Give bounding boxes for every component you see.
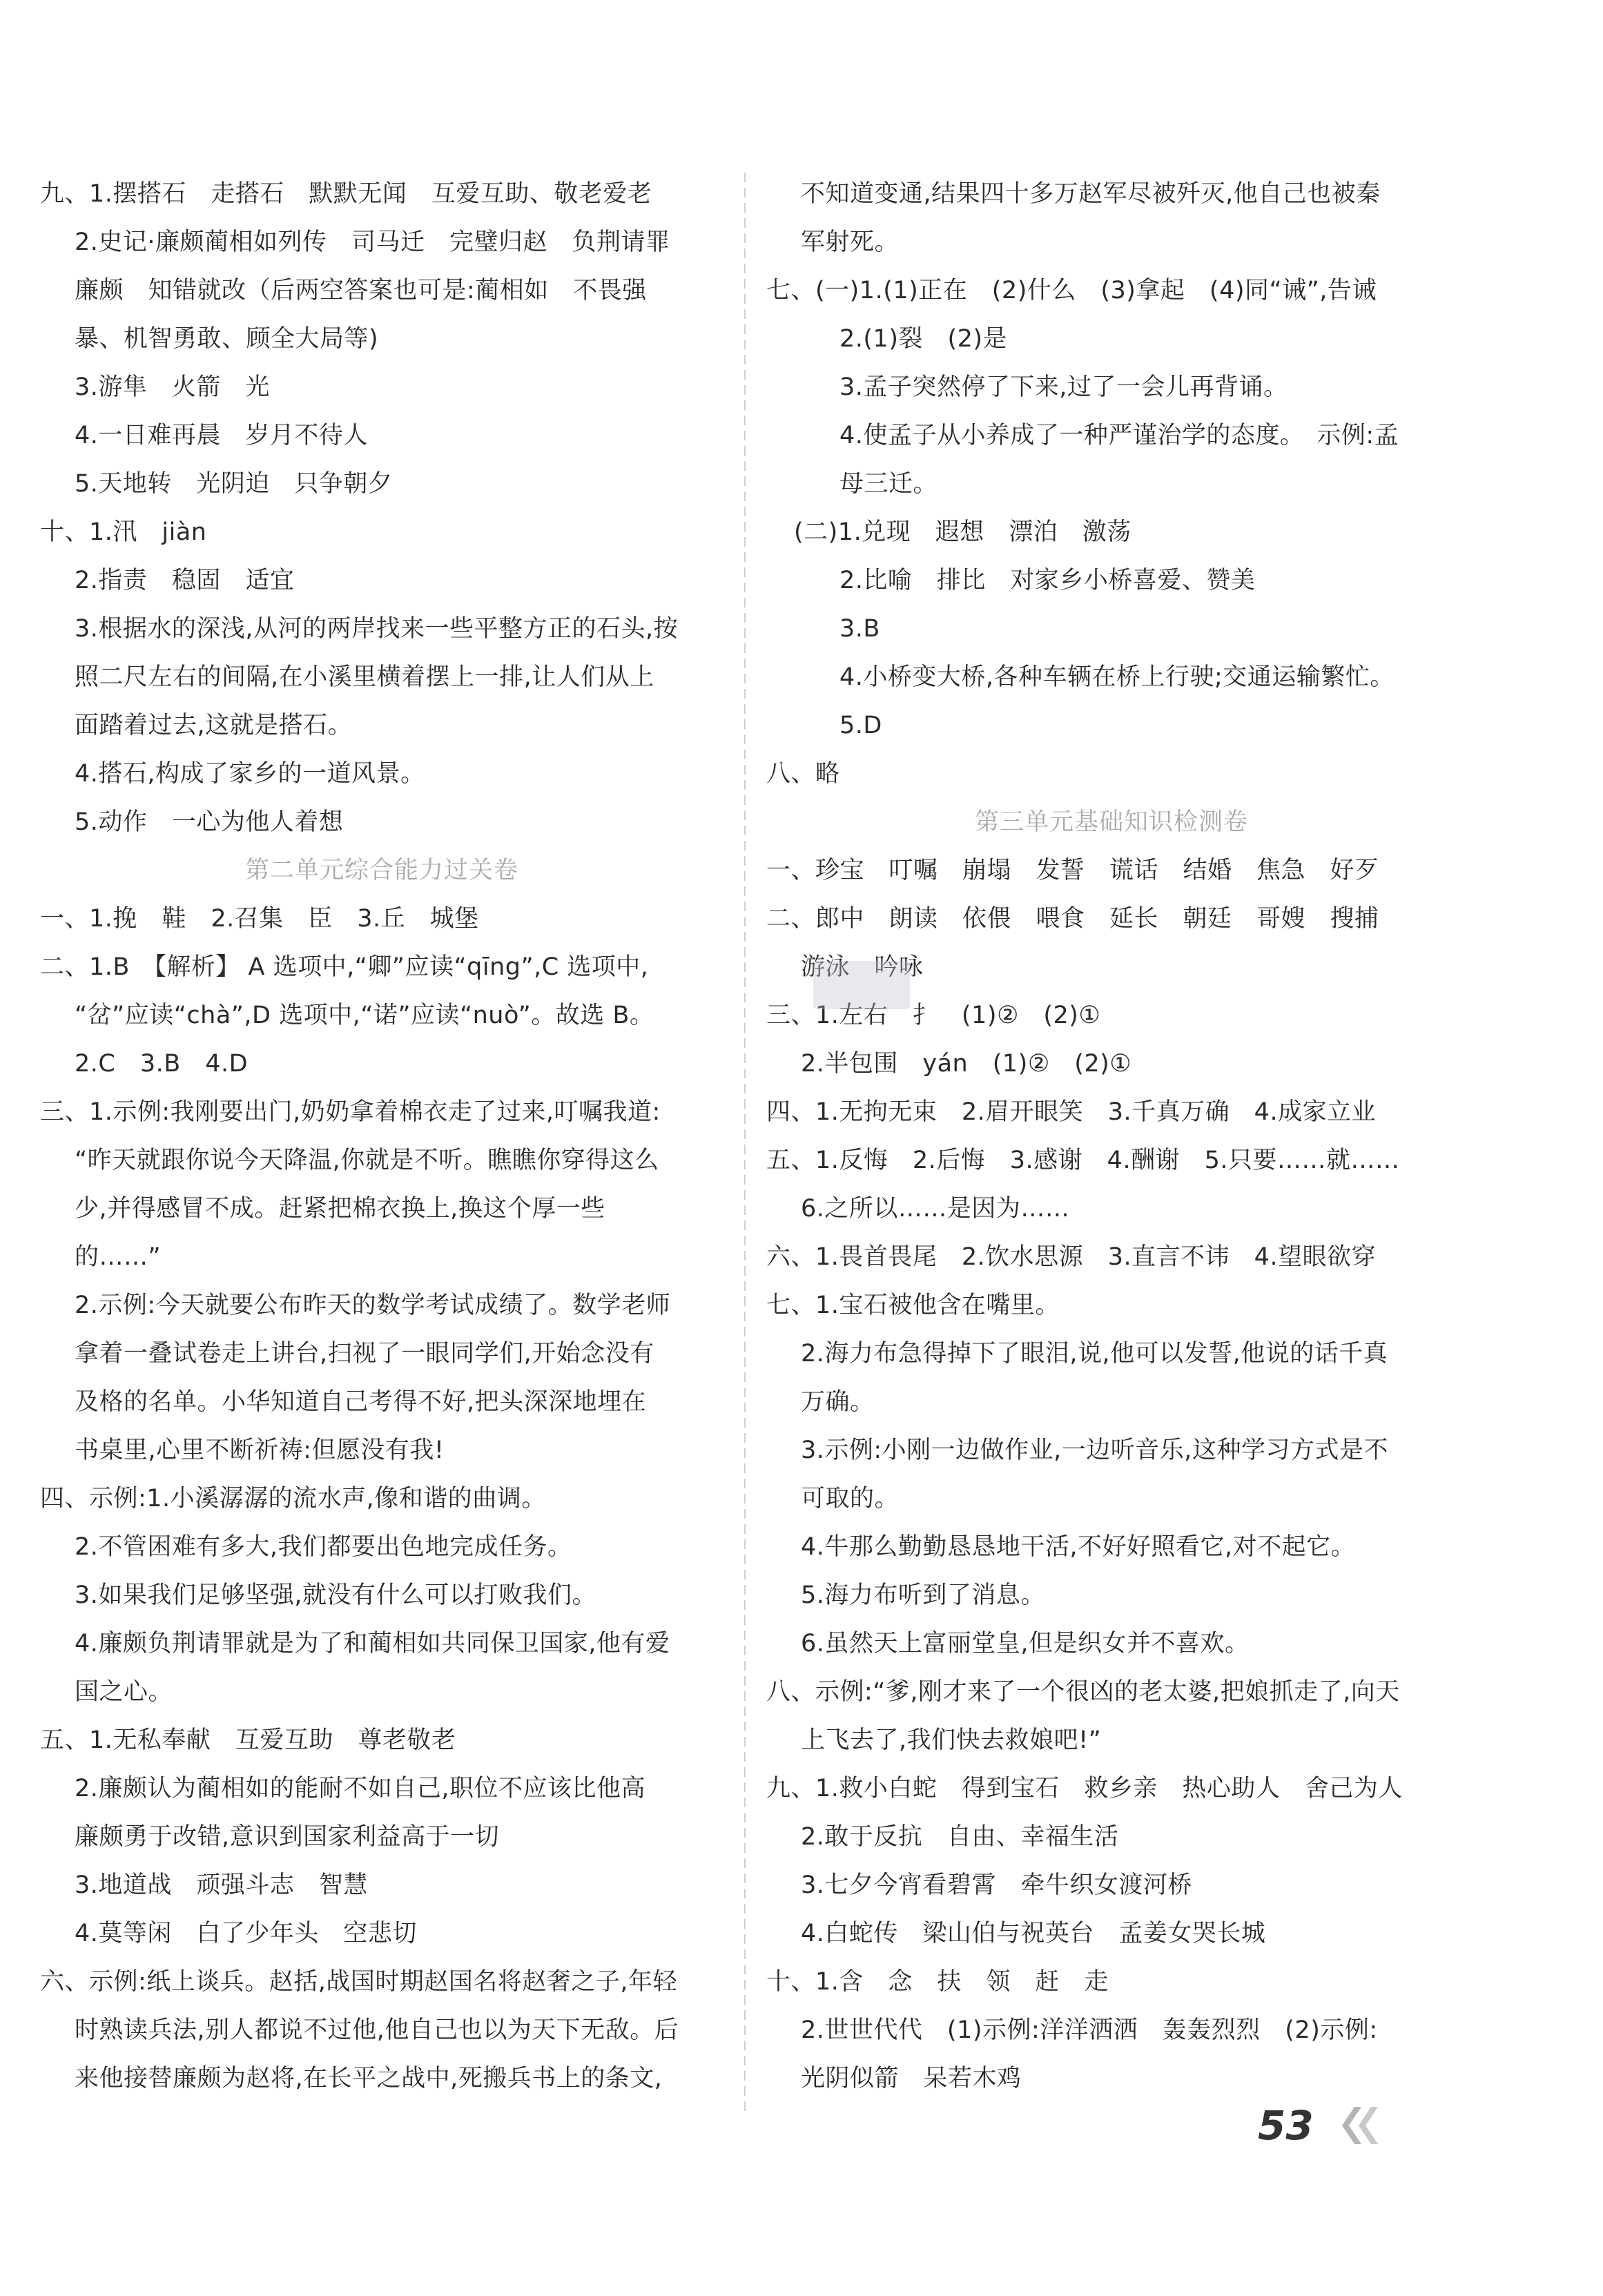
answer-line: 可取的。 bbox=[801, 1485, 900, 1512]
answer-line: 三、1.左右 扌 (1)② (2)① bbox=[766, 1002, 1101, 1029]
answer-line: 2.(1)裂 (2)是 bbox=[839, 325, 1008, 353]
answer-line: 不知道变通,结果四十多万赵军尽被歼灭,他自己也被秦 bbox=[801, 180, 1381, 208]
answer-line: 八、略 bbox=[766, 760, 840, 788]
answer-line: 4.廉颇负荆请罪就是为了和蔺相如共同保卫国家,他有爱 bbox=[75, 1630, 670, 1657]
answer-line: 拿着一叠试卷走上讲台,扫视了一眼同学们,开始念没有 bbox=[75, 1340, 654, 1368]
answer-line: 九、1.摆搭石 走搭石 默默无闻 互爱互助、敬老爱老 bbox=[40, 180, 652, 208]
answer-line: 五、1.无私奉献 互爱互助 尊老敬老 bbox=[40, 1726, 456, 1754]
answer-line: 2.海力布急得掉下了眼泪,说,他可以发誓,他说的话千真 bbox=[801, 1340, 1388, 1368]
answer-line: 4.一日难再晨 岁月不待人 bbox=[75, 422, 368, 449]
answer-line: 国之心。 bbox=[75, 1678, 173, 1706]
answer-line: 少,并得感冒不成。赶紧把棉衣换上,换这个厚一些 bbox=[75, 1195, 605, 1223]
answer-line: 六、示例:纸上谈兵。赵括,战国时期赵国名将赵奢之子,年轻 bbox=[40, 1968, 678, 1996]
answer-line: 暴、机智勇敢、顾全大局等) bbox=[75, 325, 379, 353]
answer-line: 5.天地转 光阴迫 只争朝夕 bbox=[75, 470, 393, 498]
answer-line: 十、1.含 念 扶 领 赶 走 bbox=[766, 1968, 1109, 1996]
answer-line: 6.虽然天上富丽堂皇,但是织女并不喜欢。 bbox=[801, 1630, 1250, 1657]
answer-line: 廉颇勇于改错,意识到国家利益高于一切 bbox=[75, 1823, 500, 1851]
right-column bbox=[766, 170, 1457, 2103]
answer-line: 九、1.救小白蛇 得到宝石 救乡亲 热心助人 舍己为人 bbox=[766, 1775, 1403, 1802]
answer-line: 光阴似箭 呆若木鸡 bbox=[801, 2065, 1022, 2092]
answer-line: 一、珍宝 叮嘱 崩塌 发誓 谎话 结婚 焦急 好歹 bbox=[766, 857, 1379, 884]
answer-line: 及格的名单。小华知道自己考得不好,把头深深地埋在 bbox=[75, 1388, 647, 1416]
answer-line: 二、1.B 【解析】 A 选项中,“卿”应读“qīng”,C 选项中, bbox=[40, 953, 649, 981]
faded-stamp-mark bbox=[813, 961, 910, 1009]
answer-line: 5.D bbox=[839, 712, 882, 739]
double-chevron-left-icon bbox=[1325, 2103, 1381, 2148]
answer-line: 2.比喻 排比 对家乡小桥喜爱、赞美 bbox=[839, 567, 1256, 594]
answer-line: 4.使孟子从小养成了一种严谨治学的态度。 示例:孟 bbox=[839, 422, 1399, 449]
answer-line: 2.C 3.B 4.D bbox=[75, 1050, 249, 1078]
answer-line: 的……” bbox=[75, 1243, 162, 1271]
section-heading: 第二单元综合能力过关卷 bbox=[244, 857, 518, 884]
answer-line: 4.牛那么勤勤恳恳地干活,不好好照看它,对不起它。 bbox=[801, 1533, 1356, 1561]
answer-line: 七、(一)1.(1)正在 (2)什么 (3)拿起 (4)同“诫”,告诫 bbox=[766, 277, 1377, 304]
answer-line: 游泳 吟咏 bbox=[801, 953, 924, 981]
answer-line: 4.白蛇传 梁山伯与祝英台 孟姜女哭长城 bbox=[801, 1920, 1266, 1947]
answer-line: 时熟读兵法,别人都说不过他,他自己也以为天下无敌。后 bbox=[75, 2016, 679, 2044]
answer-line: 面踏着过去,这就是搭石。 bbox=[75, 712, 353, 739]
answer-line: 母三迁。 bbox=[839, 470, 938, 498]
answer-line: 六、1.畏首畏尾 2.饮水思源 3.直言不讳 4.望眼欲穿 bbox=[766, 1243, 1377, 1271]
answer-line: 2.敢于反抗 自由、幸福生活 bbox=[801, 1823, 1119, 1851]
answer-line: 3.地道战 顽强斗志 智慧 bbox=[75, 1871, 368, 1899]
answer-line: 6.之所以……是因为…… bbox=[801, 1195, 1070, 1223]
answer-line: 四、1.无拘无束 2.眉开眼笑 3.千真万确 4.成家立业 bbox=[766, 1098, 1377, 1126]
answer-line: 七、1.宝石被他含在嘴里。 bbox=[766, 1292, 1060, 1319]
answer-line: 3.如果我们足够坚强,就没有什么可以打败我们。 bbox=[75, 1582, 597, 1609]
column-divider bbox=[744, 173, 746, 2112]
answer-line: 5.海力布听到了消息。 bbox=[801, 1582, 1045, 1609]
answer-line: 万确。 bbox=[801, 1388, 875, 1416]
answer-line: 4.搭石,构成了家乡的一道风景。 bbox=[75, 760, 425, 788]
answer-line: 三、1.示例:我刚要出门,奶奶拿着棉衣走了过来,叮嘱我道: bbox=[40, 1098, 661, 1126]
answer-line: 2.半包围 yán (1)② (2)① bbox=[801, 1050, 1132, 1078]
answer-line: 4.莫等闲 白了少年头 空悲切 bbox=[75, 1920, 417, 1947]
answer-line: 一、1.挽 鞋 2.召集 臣 3.丘 城堡 bbox=[40, 905, 479, 933]
answer-line: 来他接替廉颇为赵将,在长平之战中,死搬兵书上的条文, bbox=[75, 2065, 663, 2092]
answer-line: 3.七夕今宵看碧霄 牵牛织女渡河桥 bbox=[801, 1871, 1192, 1899]
answer-line: 2.指责 稳固 适宜 bbox=[75, 567, 295, 594]
answer-line: 书桌里,心里不断祈祷:但愿没有我! bbox=[75, 1437, 445, 1464]
answer-line: 4.小桥变大桥,各种车辆在桥上行驶;交通运输繁忙。 bbox=[839, 663, 1395, 691]
answer-line: “岔”应读“chà”,D 选项中,“诺”应读“nuò”。故选 B。 bbox=[75, 1002, 654, 1029]
answer-line: 3.孟子突然停了下来,过了一会儿再背诵。 bbox=[839, 373, 1288, 401]
answer-line: 廉颇 知错就改（后两空答案也可是:蔺相如 不畏强 bbox=[75, 277, 647, 304]
answer-line: 八、示例:“爹,刚才来了一个很凶的老太婆,把娘抓走了,向天 bbox=[766, 1678, 1400, 1706]
answer-line: 四、示例:1.小溪潺潺的流水声,像和谐的曲调。 bbox=[40, 1485, 546, 1512]
answer-line: 5.动作 一心为他人着想 bbox=[75, 808, 344, 836]
answer-line: (二)1.兑现 遐想 漂泊 激荡 bbox=[794, 518, 1131, 546]
answer-line: 2.不管困难有多大,我们都要出色地完成任务。 bbox=[75, 1533, 572, 1561]
answer-line: 2.示例:今天就要公布昨天的数学考试成绩了。数学老师 bbox=[75, 1292, 671, 1319]
answer-line: 五、1.反悔 2.后悔 3.感谢 4.酬谢 5.只要……就…… bbox=[766, 1147, 1400, 1174]
answer-line: 上飞去了,我们快去救娘吧!” bbox=[801, 1726, 1102, 1754]
answer-line: 3.游隼 火箭 光 bbox=[75, 373, 270, 401]
answer-line: 3.示例:小刚一边做作业,一边听音乐,这种学习方式是不 bbox=[801, 1437, 1388, 1464]
section-heading: 第三单元基础知识检测卷 bbox=[974, 808, 1248, 836]
page-number: 53 bbox=[1258, 2102, 1314, 2149]
answer-line: 2.世世代代 (1)示例:洋洋洒洒 轰轰烈烈 (2)示例: bbox=[801, 2016, 1378, 2044]
answer-line: 3.B bbox=[839, 615, 880, 643]
answer-line: 3.根据水的深浅,从河的两岸找来一些平整方正的石头,按 bbox=[75, 615, 679, 643]
answer-line: 2.史记·廉颇蔺相如列传 司马迁 完璧归赵 负荆请罪 bbox=[75, 228, 670, 256]
answer-line: 二、郎中 朗读 依偎 喂食 延长 朝廷 哥嫂 搜捕 bbox=[766, 905, 1379, 933]
answer-line: 军射死。 bbox=[801, 228, 900, 256]
left-column bbox=[40, 170, 723, 2103]
answer-line: 照二尺左右的间隔,在小溪里横着摆上一排,让人们从上 bbox=[75, 663, 654, 691]
answer-line: “昨天就跟你说今天降温,你就是不听。瞧瞧你穿得这么 bbox=[75, 1147, 659, 1174]
answer-line: 2.廉颇认为蔺相如的能耐不如自己,职位不应该比他高 bbox=[75, 1775, 646, 1802]
answer-line: 十、1.汛 jiàn bbox=[40, 518, 207, 546]
